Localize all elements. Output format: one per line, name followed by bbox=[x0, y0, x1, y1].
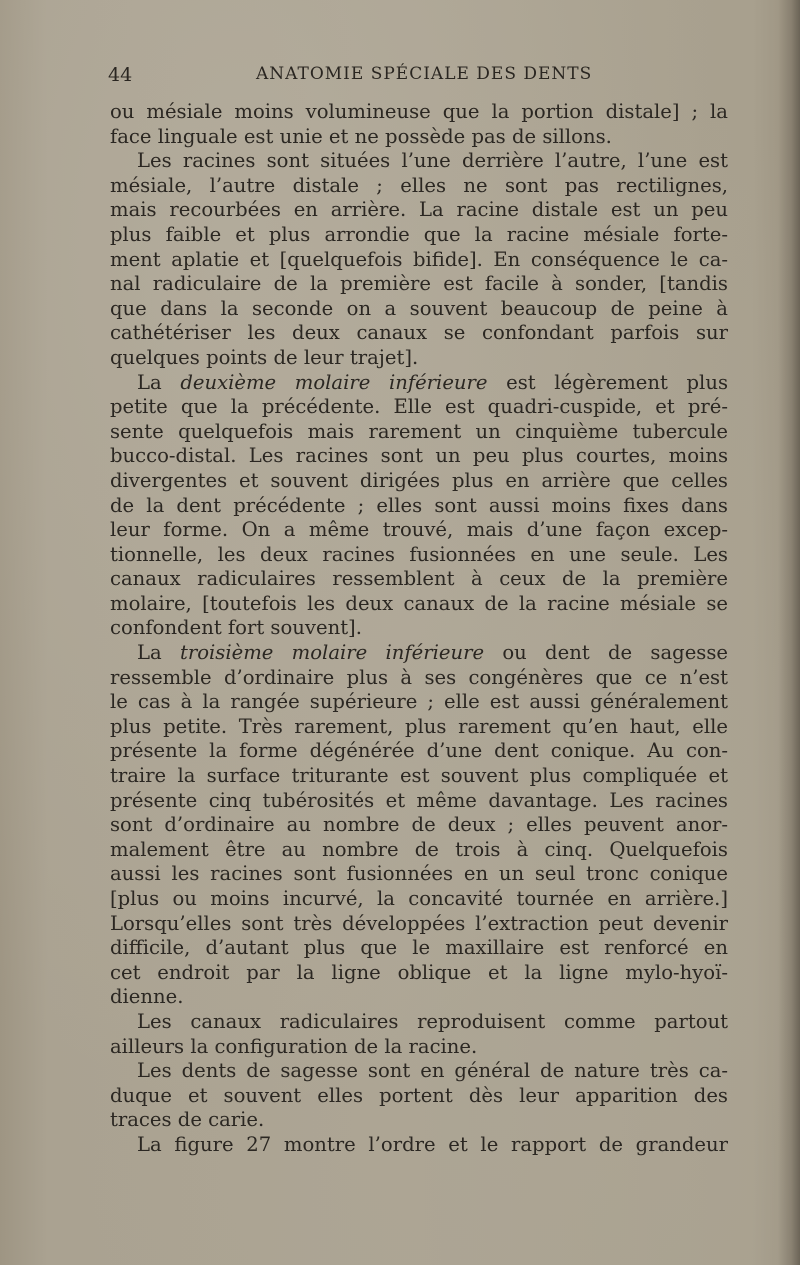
text-line: traces de carie. bbox=[110, 1108, 265, 1132]
text-line: ou mésiale moins volumineuse que la portion distale] ; la bbox=[110, 100, 728, 123]
text-line: Les canaux radiculaires reproduisent comme partout bbox=[137, 1009, 728, 1033]
page-header bbox=[108, 62, 728, 92]
text-line: [plus ou moins incurvé, la concavité tournée en arrière.] bbox=[110, 887, 728, 910]
text-line: le cas à la rangée supérieure ; elle est aussi généralement bbox=[110, 690, 728, 714]
text-line: présente la forme dégénérée d’une dent conique. Au con- bbox=[110, 739, 728, 763]
text-line: canaux radiculaires ressemblent à ceux de la première bbox=[110, 567, 728, 591]
text-line: confondent fort souvent]. bbox=[110, 616, 362, 640]
text-line: de la dent précédente ; elles sont aussi moins fixes dans bbox=[110, 493, 728, 517]
text-line: cathétériser les deux canaux se confondant parfois sur bbox=[110, 321, 728, 345]
text-line: ressemble d’ordinaire plus à ses congénères que ce n’est bbox=[110, 665, 728, 689]
text-line: petite que la précédente. Elle est quadri-cuspide, et pré- bbox=[110, 395, 728, 419]
text-line: sont d’ordinaire au nombre de deux ; elles peuvent anor- bbox=[110, 813, 728, 837]
text-line: La figure 27 montre l’ordre et le rapport de grandeur bbox=[137, 1132, 728, 1156]
page-edge-shadow bbox=[778, 0, 800, 1265]
text-line: traire la surface triturante est souvent plus compliquée et bbox=[110, 764, 728, 788]
text-line: duque et souvent elles portent dès leur apparition des bbox=[110, 1083, 728, 1107]
text-line: malement être au nombre de trois à cinq. Quelquefois bbox=[110, 837, 728, 861]
text-line: aussi les racines sont fusionnées en un seul tronc conique bbox=[110, 862, 728, 886]
italic-term: troisième molaire inférieure bbox=[179, 641, 485, 665]
text-line: plus petite. Très rarement, plus rarement qu’en haut, elle bbox=[110, 714, 728, 738]
text-line: divergentes et souvent dirigées plus en arrière que celles bbox=[110, 468, 728, 492]
text-line: que dans la seconde on a souvent beaucoup de peine à bbox=[110, 296, 728, 320]
text-line: quelques points de leur trajet]. bbox=[110, 345, 419, 369]
text-line: molaire, [toutefois les deux canaux de la racine mésiale se bbox=[110, 591, 728, 615]
text-line: leur forme. On a même trouvé, mais d’une façon excep- bbox=[110, 518, 728, 542]
text-line: bucco-distal. Les racines sont un peu plus courtes, moins bbox=[110, 444, 728, 468]
text-line: cet endroit par la ligne oblique et la ligne mylo-hyoï- bbox=[110, 960, 728, 984]
text-line: ailleurs la configuration de la racine. bbox=[110, 1034, 478, 1058]
text-line bbox=[110, 371, 728, 396]
text-line: difficile, d’autant plus que le maxillaire est renforcé en bbox=[110, 936, 728, 960]
text-line: mésiale, l’autre distale ; elles ne sont pas rectilignes, bbox=[110, 173, 728, 197]
text-line: sente quelquefois mais rarement un cinquième tubercule bbox=[110, 419, 728, 443]
text-line: plus faible et plus arrondie que la racine mésiale forte- bbox=[110, 222, 728, 246]
text-line: dienne. bbox=[110, 985, 184, 1009]
text-line: face linguale est unie et ne possède pas de sillons. bbox=[110, 124, 612, 148]
text-line: nal radiculaire de la première est facile à sonder, [tandis bbox=[110, 272, 728, 296]
text-line: Lorsqu’elles sont très développées l’extraction peut devenir bbox=[110, 911, 728, 935]
text-line: Les dents de sagesse sont en général de nature très ca- bbox=[137, 1059, 728, 1083]
text-line: Les racines sont situées l’une derrière l’autre, l’une est bbox=[137, 149, 728, 173]
running-head: ANATOMIE SPÉCIALE DES DENTS bbox=[256, 64, 593, 84]
text-line bbox=[110, 641, 728, 666]
page-number: 44 bbox=[108, 64, 133, 86]
italic-term: deuxième molaire inférieure bbox=[180, 370, 488, 394]
text-line: ment aplatie et [quelquefois bifide]. En conséquence le ca- bbox=[110, 247, 728, 271]
text-run: La bbox=[137, 641, 180, 665]
text-line: présente cinq tubérosités et même davantage. Les racines bbox=[110, 788, 728, 812]
text-line: mais recourbées en arrière. La racine distale est un peu bbox=[110, 198, 728, 222]
text-run: ou dent de sagesse bbox=[484, 641, 728, 665]
text-run: est légèrement plus bbox=[487, 370, 728, 394]
body-text bbox=[110, 100, 728, 1158]
text-run: La bbox=[137, 370, 181, 394]
text-line: tionnelle, les deux racines fusionnées en une seule. Les bbox=[110, 542, 728, 566]
